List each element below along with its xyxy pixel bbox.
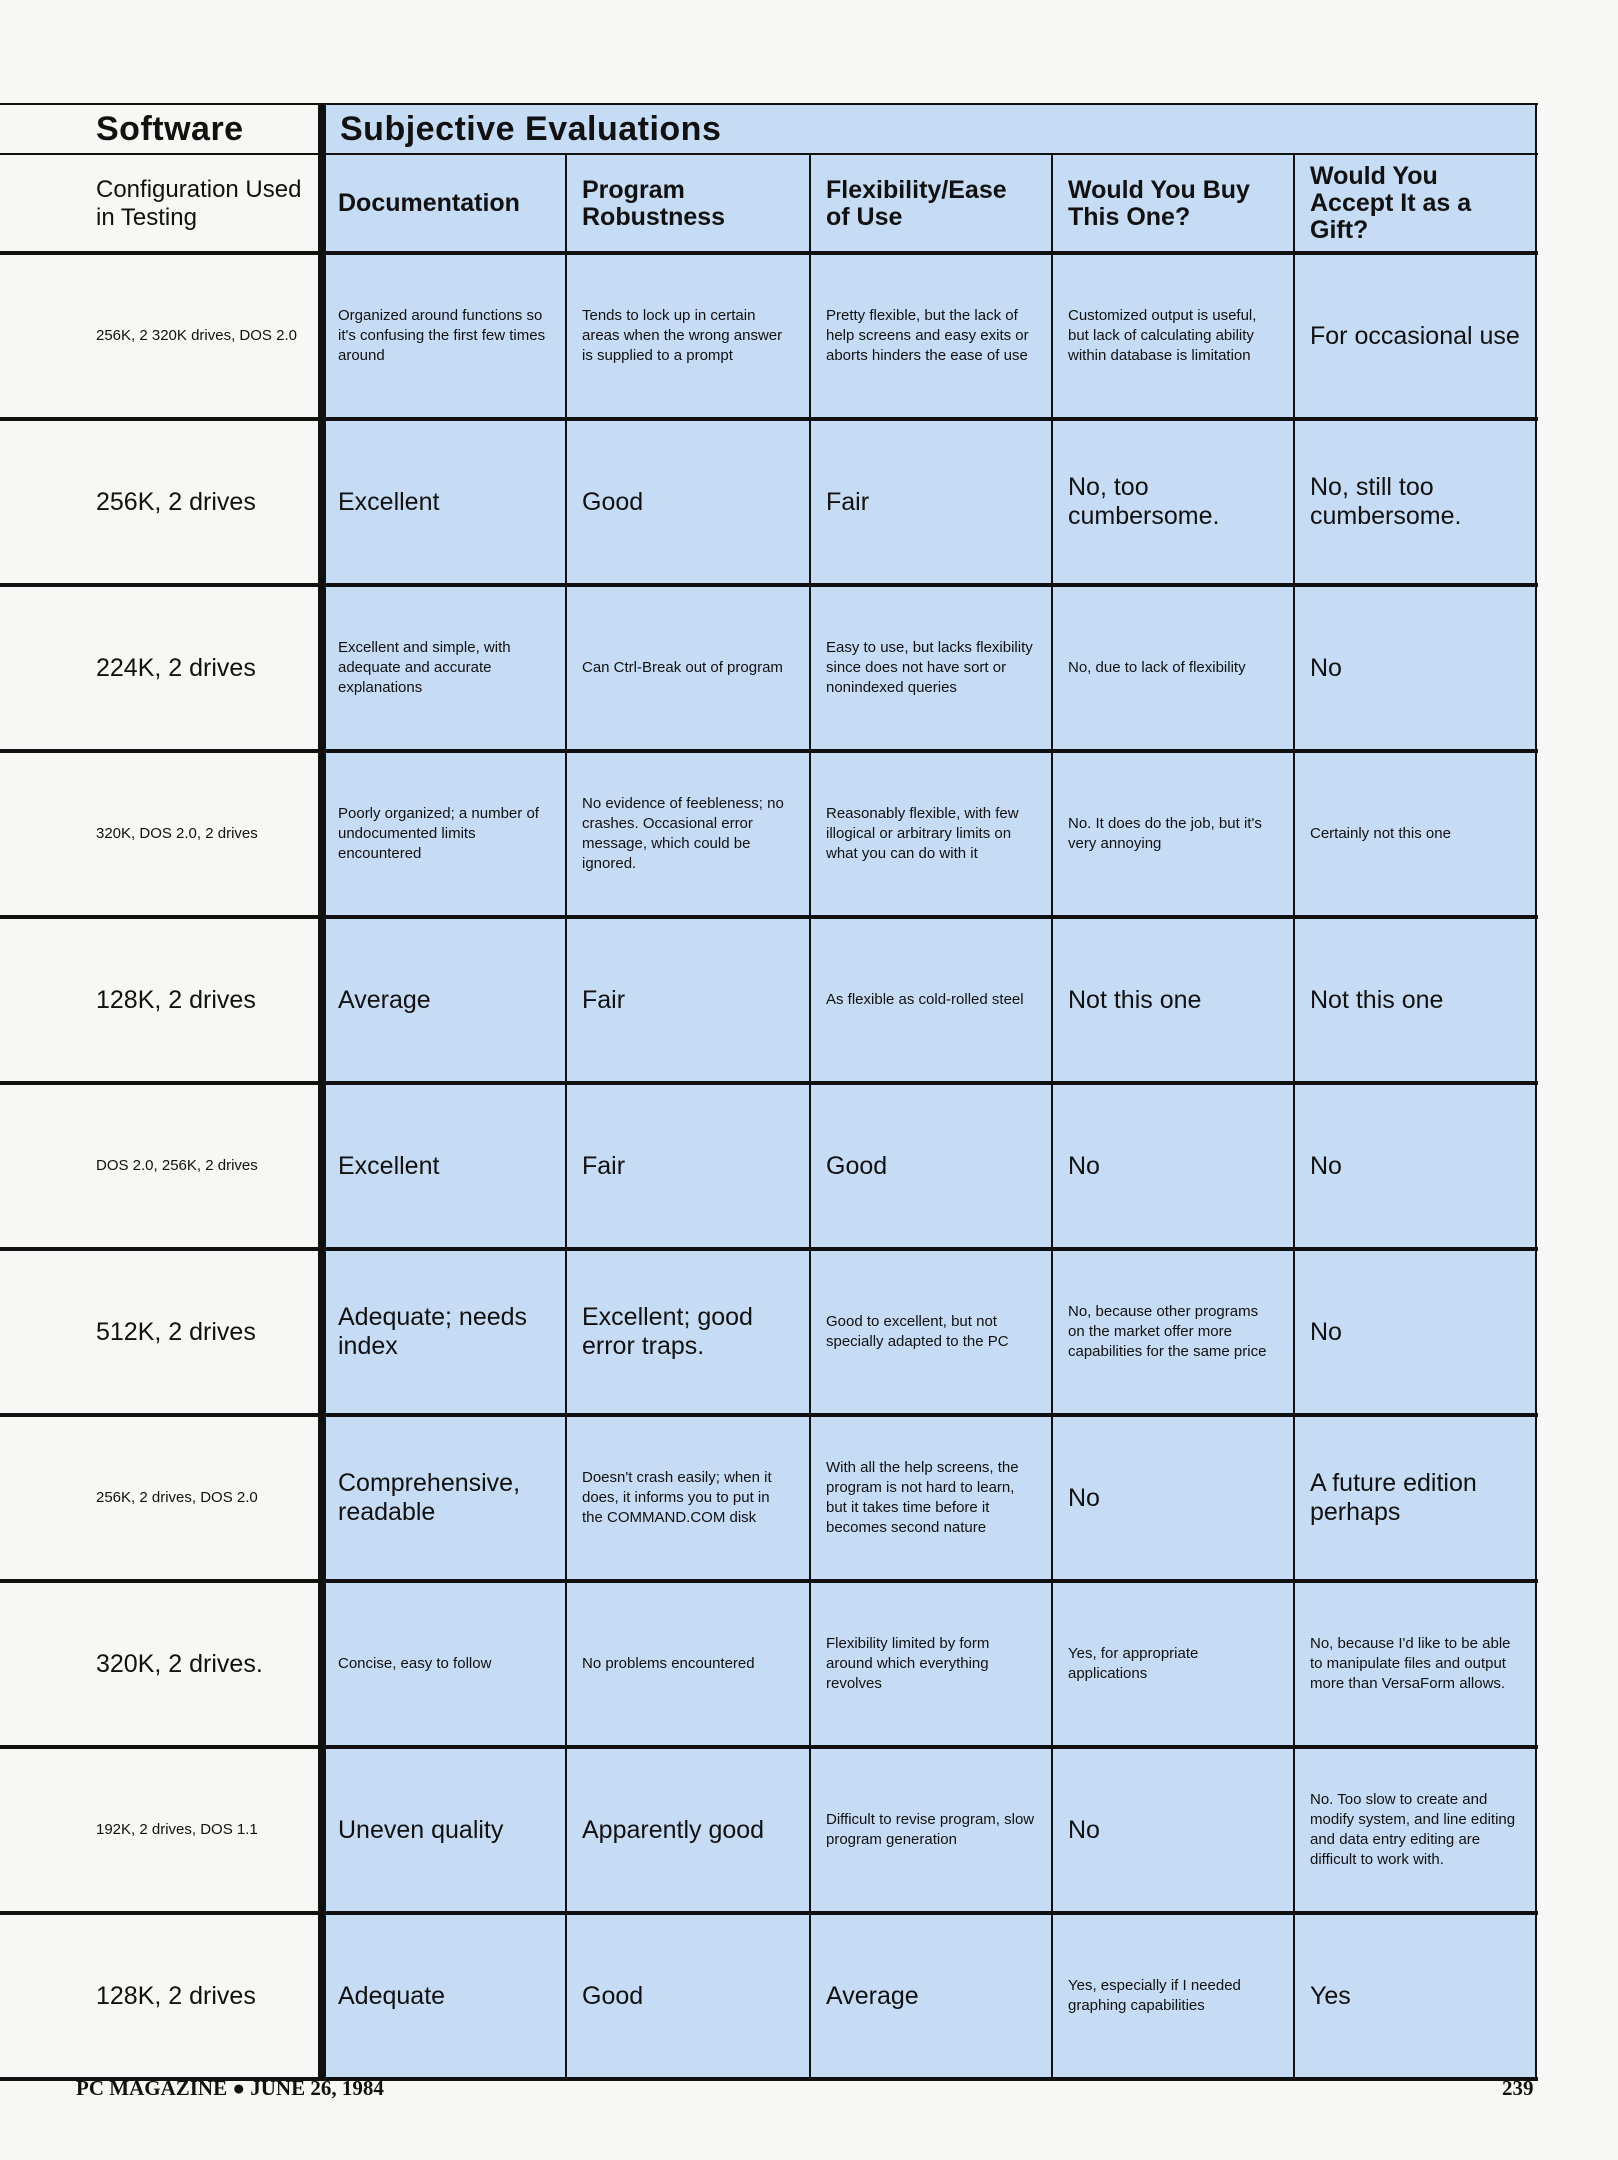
row-configuration: 320K, 2 drives. (96, 1649, 263, 1678)
row-divider (0, 1413, 1538, 1417)
row-configuration: 512K, 2 drives (96, 1317, 256, 1346)
table-cell: Average (338, 985, 431, 1014)
table-cell: Pretty flexible, but the lack of help screens and easy exits or aborts hinders the ease of use (826, 307, 1029, 364)
table-cell: Fair (582, 1151, 626, 1180)
table-cell: No (1310, 1151, 1342, 1180)
footer-magazine-date: PC MAGAZINE ● JUNE 26, 1984 (76, 2076, 384, 2100)
row-divider (0, 583, 1538, 587)
table-cell: No, too cumbersome. (1068, 473, 1220, 530)
row-divider (0, 251, 1538, 255)
table-cell: No (1068, 1483, 1100, 1512)
table-cell: As flexible as cold-rolled steel (826, 991, 1024, 1008)
row-configuration: 256K, 2 drives, DOS 2.0 (96, 1489, 258, 1506)
column-divider (1051, 154, 1053, 2081)
table-cell: Poorly organized; a number of undocumented limits encountered (338, 805, 539, 862)
column-divider (565, 154, 567, 2081)
table-cell: Adequate (338, 1981, 446, 2010)
table-cell: Doesn't crash easily; when it does, it informs you to put in the COMMAND.COM disk (582, 1469, 772, 1526)
table-cell: Yes, for appropriate applications (1068, 1645, 1199, 1682)
column-divider (809, 154, 811, 2081)
table-cell: Fair (582, 985, 626, 1014)
row-divider (0, 103, 1538, 105)
table-cell: No (1310, 653, 1342, 682)
table-cell: Certainly not this one (1310, 825, 1451, 842)
table-cell: Excellent (338, 487, 440, 516)
row-configuration: 256K, 2 drives (96, 487, 256, 516)
table-cell: No evidence of feebleness; no crashes. Occasional error message, which could be ignored. (582, 795, 784, 872)
column-divider (1535, 104, 1537, 2081)
table-cell: No, because other programs on the market offer more capabilities for the same price (1068, 1303, 1267, 1360)
table-cell: Excellent and simple, with adequate and accurate explanations (338, 639, 511, 696)
table-cell: Yes, especially if I needed graphing capabilities (1068, 1977, 1241, 2014)
table-cell: Tends to lock up in certain areas when the wrong answer is supplied to a prompt (582, 307, 783, 364)
table-cell: Easy to use, but lacks flexibility since does not have sort or nonindexed queries (826, 639, 1033, 696)
table-cell: Can Ctrl-Break out of program (582, 659, 783, 676)
column-header: Documentation (338, 189, 520, 217)
column-divider (318, 104, 326, 2081)
table-cell: Organized around functions so it's confusing the first few times around (338, 307, 546, 364)
table-cell: Excellent (338, 1151, 440, 1180)
table-cell: Customized output is useful, but lack of calculating ability within database is limitation (1068, 307, 1257, 364)
table-cell: Reasonably flexible, with few illogical or arbitrary limits on what you can do with it (826, 805, 1019, 862)
table-cell: A future edition perhaps (1310, 1469, 1477, 1526)
header-software: Software (96, 109, 244, 148)
table-cell: No (1068, 1151, 1100, 1180)
table-cell: Concise, easy to follow (338, 1655, 492, 1672)
table-cell: No. It does do the job, but it's very annoying (1068, 815, 1262, 852)
row-configuration: DOS 2.0, 256K, 2 drives (96, 1157, 258, 1174)
row-configuration: 224K, 2 drives (96, 653, 256, 682)
table-cell: Flexibility limited by form around which everything revolves (826, 1635, 990, 1692)
table-cell: Uneven quality (338, 1815, 504, 1844)
row-configuration: 128K, 2 drives (96, 985, 256, 1014)
table-cell: Comprehensive, readable (338, 1469, 521, 1526)
table-cell: Average (826, 1981, 919, 2010)
table-cell: No (1068, 1815, 1100, 1844)
table-cell: Excellent; good error traps. (582, 1303, 753, 1360)
table-cell: Adequate; needs index (338, 1303, 528, 1360)
row-divider (0, 915, 1538, 919)
column-header: Would You Buy This One? (1068, 175, 1250, 231)
column-header: Program Robustness (582, 175, 726, 231)
header-subjective-evaluations: Subjective Evaluations (340, 109, 722, 148)
table-cell: No problems encountered (582, 1655, 755, 1672)
row-configuration: 128K, 2 drives (96, 1981, 256, 2010)
row-divider (0, 1579, 1538, 1583)
row-divider (0, 1745, 1538, 1749)
row-configuration: 192K, 2 drives, DOS 1.1 (96, 1821, 258, 1838)
table-cell: No, because I'd like to be able to manipulate files and output more than VersaForm allows. (1310, 1635, 1511, 1692)
table-cell: Fair (826, 487, 870, 516)
table-cell: No, still too cumbersome. (1310, 473, 1462, 530)
table-cell: Not this one (1068, 985, 1202, 1014)
table-cell: Apparently good (582, 1815, 765, 1844)
row-configuration: 320K, DOS 2.0, 2 drives (96, 825, 258, 842)
row-divider (0, 153, 322, 155)
header-configuration: Configuration Used in Testing (96, 175, 302, 231)
table-cell: No, due to lack of flexibility (1068, 659, 1246, 676)
row-divider (0, 417, 1538, 421)
row-divider (0, 1911, 1538, 1915)
table-cell: Good (826, 1151, 888, 1180)
table-cell: Good to excellent, but not specially adapted to the PC (826, 1313, 1009, 1350)
column-header: Flexibility/Ease of Use (826, 175, 1007, 231)
table-cell: No. Too slow to create and modify system, and line editing and data entry editing are difficult to work with. (1310, 1791, 1516, 1868)
row-divider (322, 153, 1538, 155)
table-cell: With all the help screens, the program is not hard to learn, but it takes time before it becomes second nature (826, 1459, 1019, 1536)
row-divider (0, 1081, 1538, 1085)
table-cell: Yes (1310, 1981, 1351, 2010)
column-divider (1293, 154, 1295, 2081)
column-header: Would You Accept It as a Gift? (1310, 162, 1472, 244)
table-cell: Good (582, 487, 644, 516)
table-cell: Good (582, 1981, 644, 2010)
table-cell: Not this one (1310, 985, 1444, 1014)
row-divider (0, 1247, 1538, 1251)
table-cell: For occasional use (1310, 321, 1520, 350)
footer-page-number: 239 (1502, 2076, 1534, 2100)
row-divider (0, 749, 1538, 753)
table-cell: No (1310, 1317, 1342, 1346)
row-configuration: 256K, 2 320K drives, DOS 2.0 (96, 327, 297, 344)
table-cell: Difficult to revise program, slow program generation (826, 1811, 1035, 1848)
